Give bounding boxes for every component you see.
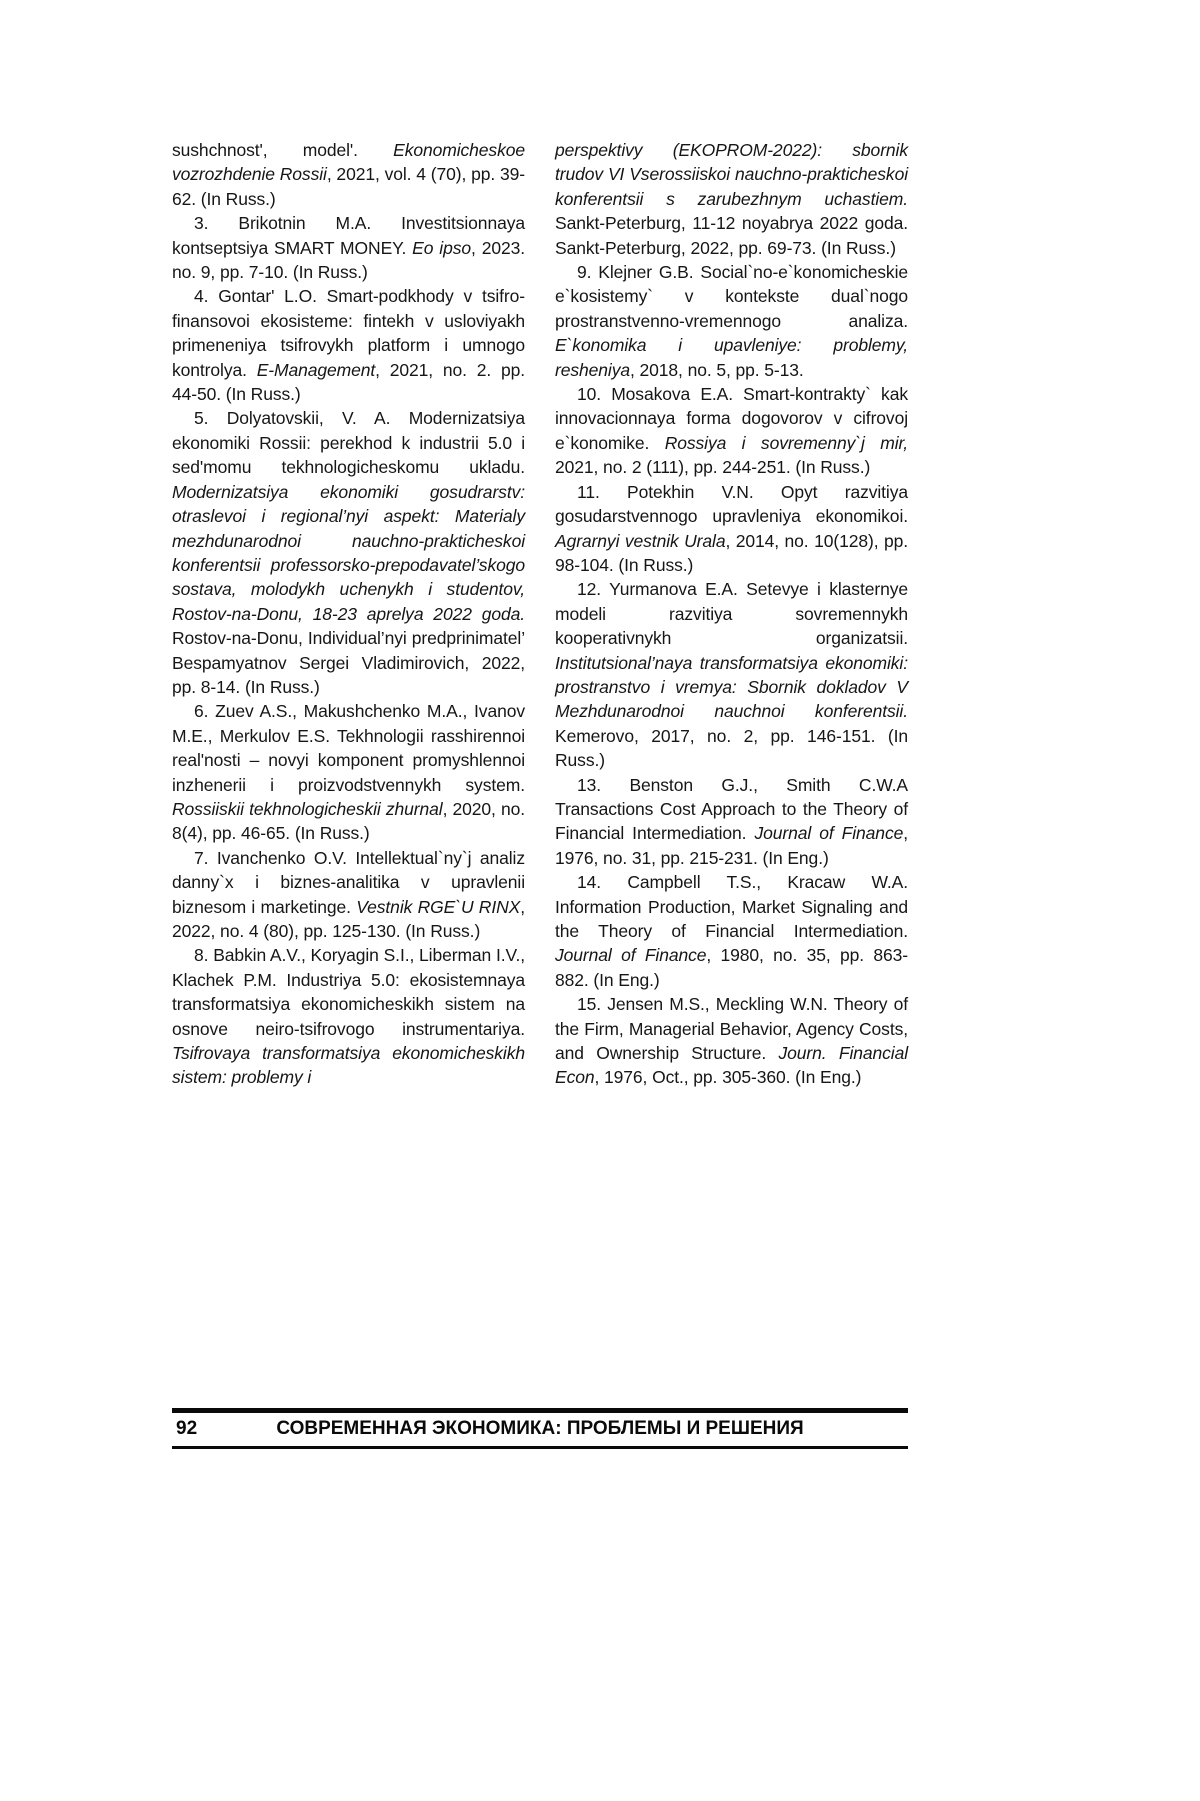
reference-item: [555, 870, 908, 992]
reference-text: 4. Gontar' L.O. Smart-podkhody v tsifro-finansovoi ekosisteme: fintekh v usloviyakh primeneniya tsifrovykh platform i umnogo kontrolya.: [172, 286, 525, 380]
reference-text: sushchnost', model'.: [172, 140, 394, 160]
reference-item: [172, 211, 525, 284]
reference-text: , 2023. no. 9, pp. 7-10. (In Russ.): [172, 237, 525, 283]
page-content: [172, 138, 908, 1090]
reference-item: [555, 773, 908, 871]
reference-text: 13. Benston G.J., Smith C.W.A Transactions Cost Approach to the Theory of Financial Intermediation.: [555, 774, 908, 844]
page-number: 92: [176, 1418, 198, 1439]
reference-text: Rostov-na-Donu, Individual’nyi predprinimatel’ Bespamyatnov Sergei Vladimirovich, 2022, pp. 8-14. (In Russ.): [172, 628, 525, 697]
column-left: [172, 138, 525, 1090]
reference-text: 5. Dolyatovskii, V. A. Modernizatsiya ekonomiki Rossii: perekhod k industrii 5.0 i sed'momu tekhnologicheskomu ukladu.: [172, 408, 525, 478]
reference-text: Sankt-Peterburg, 11-12 noyabrya 2022 goda. Sankt-Peterburg, 2022, pp. 69-73. (In Russ.): [555, 213, 908, 258]
column-right: [555, 138, 908, 1090]
reference-text: 7. Ivanchenko O.V. Intellektual`ny`j analiz danny`x i biznes-analitika v upravlenii biznesom i marketinge.: [172, 847, 525, 917]
reference-text: 3. Brikotnin M.A. Investitsionnaya kontseptsiya SMART MONEY.: [172, 213, 525, 258]
reference-source-text: Eo ipso: [412, 237, 471, 258]
content-columns: [172, 138, 908, 1090]
reference-text: 15. Jensen M.S., Meckling W.N. Theory of the Firm, Managerial Behavior, Agency Costs, and Ownership Structure.: [555, 994, 908, 1064]
reference-item: [555, 992, 908, 1090]
reference-source-text: Modernizatsiya ekonomiki gosudrarstv: otraslevoi i regional’nyi aspekt: Materialy mezhdunarodnoi nauchno-prakticheskoi konferentsii professorsko-prepodavatel’skogo sostava, molodykh uchenykh i studentov, Rostov-na-Donu, 18-23 aprelya 2022 goda.: [172, 481, 525, 624]
reference-item: [172, 138, 525, 211]
footer-row: [172, 1413, 908, 1446]
reference-text: , 2014, no. 10(128), pp. 98-104. (In Russ.): [555, 530, 908, 575]
reference-text: 11. Potekhin V.N. Opyt razvitiya gosudarstvennogo upravleniya ekonomikoi.: [555, 481, 908, 527]
reference-text: 10. Mosakova E.A. Smart-kontrakty` kak innovacionnaya forma dogovorov v cifrovoj e`konomike.: [555, 384, 908, 453]
reference-text: , 2021, vol. 4 (70), pp. 39-62. (In Russ.): [172, 164, 525, 209]
reference-source-text: Journal of Finance: [754, 823, 904, 844]
reference-source-text: Ekonomicheskoe vozrozhdenie Rossii: [172, 140, 525, 185]
reference-item: [172, 406, 525, 699]
reference-source-text: perspektivy (EKOPROM-2022): sbornik trudov VI Vserossiiskoi nauchno-prakticheskoi konferentsii s zarubezhnym uchastiem.: [555, 140, 908, 209]
reference-source-text: Vestnik RGE`U RINX: [356, 896, 521, 917]
journal-title: СОВРЕМЕННАЯ ЭКОНОМИКА: ПРОБЛЕМЫ И РЕШЕНИЯ: [276, 1418, 804, 1439]
page-footer: [172, 1408, 908, 1449]
reference-source-text: Rossiya i sovremenny`j mir,: [664, 432, 909, 453]
reference-item: [555, 382, 908, 480]
reference-source-text: E`konomika i upavleniye: problemy, resheniya: [555, 335, 908, 380]
reference-text: 14. Campbell T.S., Kracaw W.A. Information Production, Market Signaling and the Theory of Financial Intermediation.: [555, 872, 908, 941]
reference-item: [172, 284, 525, 406]
reference-text: , 1976, no. 31, pp. 215-231. (In Eng.): [555, 823, 908, 868]
reference-source-text: Journ. Financial Econ: [555, 1043, 909, 1088]
reference-text: Kemerovo, 2017, no. 2, pp. 146-151. (In Russ.): [555, 725, 908, 771]
reference-text: , 1976, Oct., pp. 305-360. (In Eng.): [594, 1067, 862, 1088]
footer-bottom-rule: [172, 1446, 908, 1449]
reference-item: [555, 480, 908, 578]
reference-text: , 2020, no. 8(4), pp. 46-65. (In Russ.): [172, 798, 526, 844]
reference-item: [172, 943, 525, 1089]
reference-source-text: Rossiiskii tekhnologicheskii zhurnal: [172, 798, 443, 819]
reference-item: [555, 260, 908, 382]
reference-text: , 2022, no. 4 (80), pp. 125-130. (In Russ.): [172, 896, 525, 941]
reference-text: 8. Babkin A.V., Koryagin S.I., Liberman I.V., Klachek P.M. Industriya 5.0: ekosistemnaya transformatsiya ekonomicheskikh sistem na osnove neiro-tsifrovogo instrumentariya.: [172, 945, 525, 1039]
reference-text: 6. Zuev A.S., Makushchenko M.A., Ivanov M.E., Merkulov E.S. Tekhnologii rasshirennoi real'nosti – novyi komponent promyshlennoi inzhenerii i proizvodstvennykh system.: [172, 701, 525, 795]
reference-text: 9. Klejner G.B. Social`no-e`konomicheskie e`kosistemy` v kontekste dual`nogo prostranstvenno-vremennogo analiza.: [555, 262, 908, 331]
reference-source-text: E-Management: [256, 359, 376, 380]
reference-source-text: Journal of Finance: [555, 945, 707, 966]
reference-item: [172, 846, 525, 944]
reference-source-text: Agrarnyi vestnik Urala: [555, 530, 726, 551]
reference-source-text: Tsifrovaya transformatsiya ekonomicheskikh sistem: problemy i: [172, 1043, 525, 1088]
reference-item: [555, 577, 908, 772]
reference-item: [555, 138, 908, 260]
reference-text: 2021, no. 2 (111), pp. 244-251. (In Russ.): [555, 457, 871, 478]
reference-text: , 2021, no. 2. pp. 44-50. (In Russ.): [172, 359, 525, 405]
reference-text: 12. Yurmanova E.A. Setevye i klasternye modeli razvitiya sovremennykh kooperativnykh organizatsii.: [555, 579, 908, 649]
reference-text: , 1980, no. 35, pp. 863-882. (In Eng.): [555, 945, 908, 990]
reference-source-text: Institutsional’naya transformatsiya ekonomiki: prostranstvo i vremya: Sbornik dokladov V Mezhdunarodnoi nauchnoi konferentsii.: [555, 652, 908, 722]
reference-text: , 2018, no. 5, pp. 5-13.: [629, 359, 804, 380]
reference-item: [172, 699, 525, 845]
